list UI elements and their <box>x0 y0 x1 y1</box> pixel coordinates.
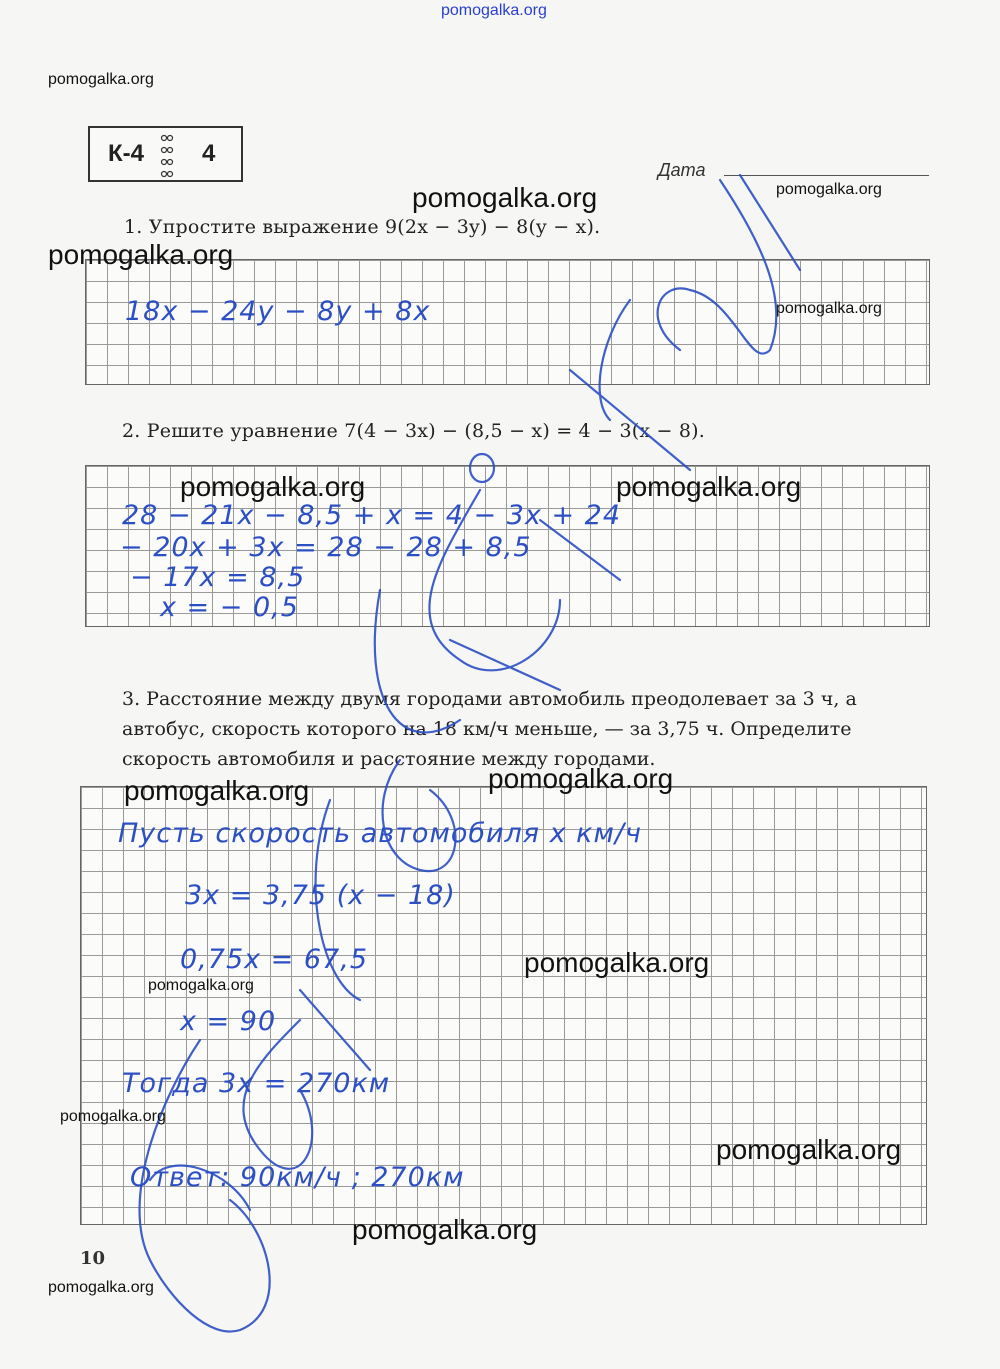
watermark: pomogalka.org <box>124 775 310 806</box>
binder-rings-icon <box>160 132 174 178</box>
watermark: pomogalka.org <box>524 947 710 978</box>
test-badge <box>88 126 243 182</box>
site-watermark-top: pomogalka.org <box>441 2 547 19</box>
answer-3-line-3: 0,75x = 67,5 <box>180 944 369 975</box>
watermark: pomogalka.org <box>48 239 234 270</box>
answer-3-line-4: x = 90 <box>180 1006 277 1037</box>
variant-number: 4 <box>202 140 216 167</box>
watermark: pomogalka.org <box>716 1134 902 1165</box>
task-2-text: 2. Решите уравнение 7(4 − 3x) − (8,5 − x) = 4 − 3(x − 8). <box>122 420 706 442</box>
answer-3-line-1: Пусть скорость автомобиля x км/ч <box>118 818 642 849</box>
watermark: pomogalka.org <box>48 1279 154 1296</box>
answer-2-line-3: − 17x = 8,5 <box>130 562 306 593</box>
date-label: Дата <box>658 160 706 180</box>
watermark: pomogalka.org <box>412 182 598 213</box>
watermark: pomogalka.org <box>60 1108 166 1125</box>
watermark: pomogalka.org <box>616 471 802 502</box>
answer-1-line: 18x − 24y − 8y + 8x <box>125 296 431 327</box>
answer-2-line-1: 28 − 21x − 8,5 + x = 4 − 3x + 24 <box>122 500 622 531</box>
page-number: 10 <box>80 1248 106 1269</box>
watermark: pomogalka.org <box>48 71 154 88</box>
watermark: pomogalka.org <box>776 181 882 198</box>
answer-2-line-2: − 20x + 3x = 28 − 28 + 8,5 <box>120 532 532 563</box>
answer-3-line-6: Ответ: 90км/ч ; 270км <box>130 1162 465 1193</box>
watermark: pomogalka.org <box>352 1214 538 1245</box>
answer-3-line-2: 3x = 3,75 (x − 18) <box>185 880 456 911</box>
watermark: pomogalka.org <box>148 977 254 994</box>
watermark: pomogalka.org <box>180 471 366 502</box>
date-line <box>724 175 929 176</box>
task-3-text: 3. Расстояние между двумя городами автомобиль преодолевает за 3 ч, а автобус, скорость которого на 18 км/ч меньше, — за 3,75 ч. Определите скорость автомобиля и расстояние между городами. <box>122 688 857 770</box>
task-1-text: 1. Упростите выражение 9(2x − 3y) − 8(y − x). <box>124 216 601 238</box>
answer-3-line-5: Тогда 3x = 270км <box>122 1068 391 1099</box>
test-code: К-4 <box>108 140 144 167</box>
answer-2-line-4: x = − 0,5 <box>160 592 299 623</box>
watermark: pomogalka.org <box>488 763 674 794</box>
watermark: pomogalka.org <box>776 300 882 317</box>
